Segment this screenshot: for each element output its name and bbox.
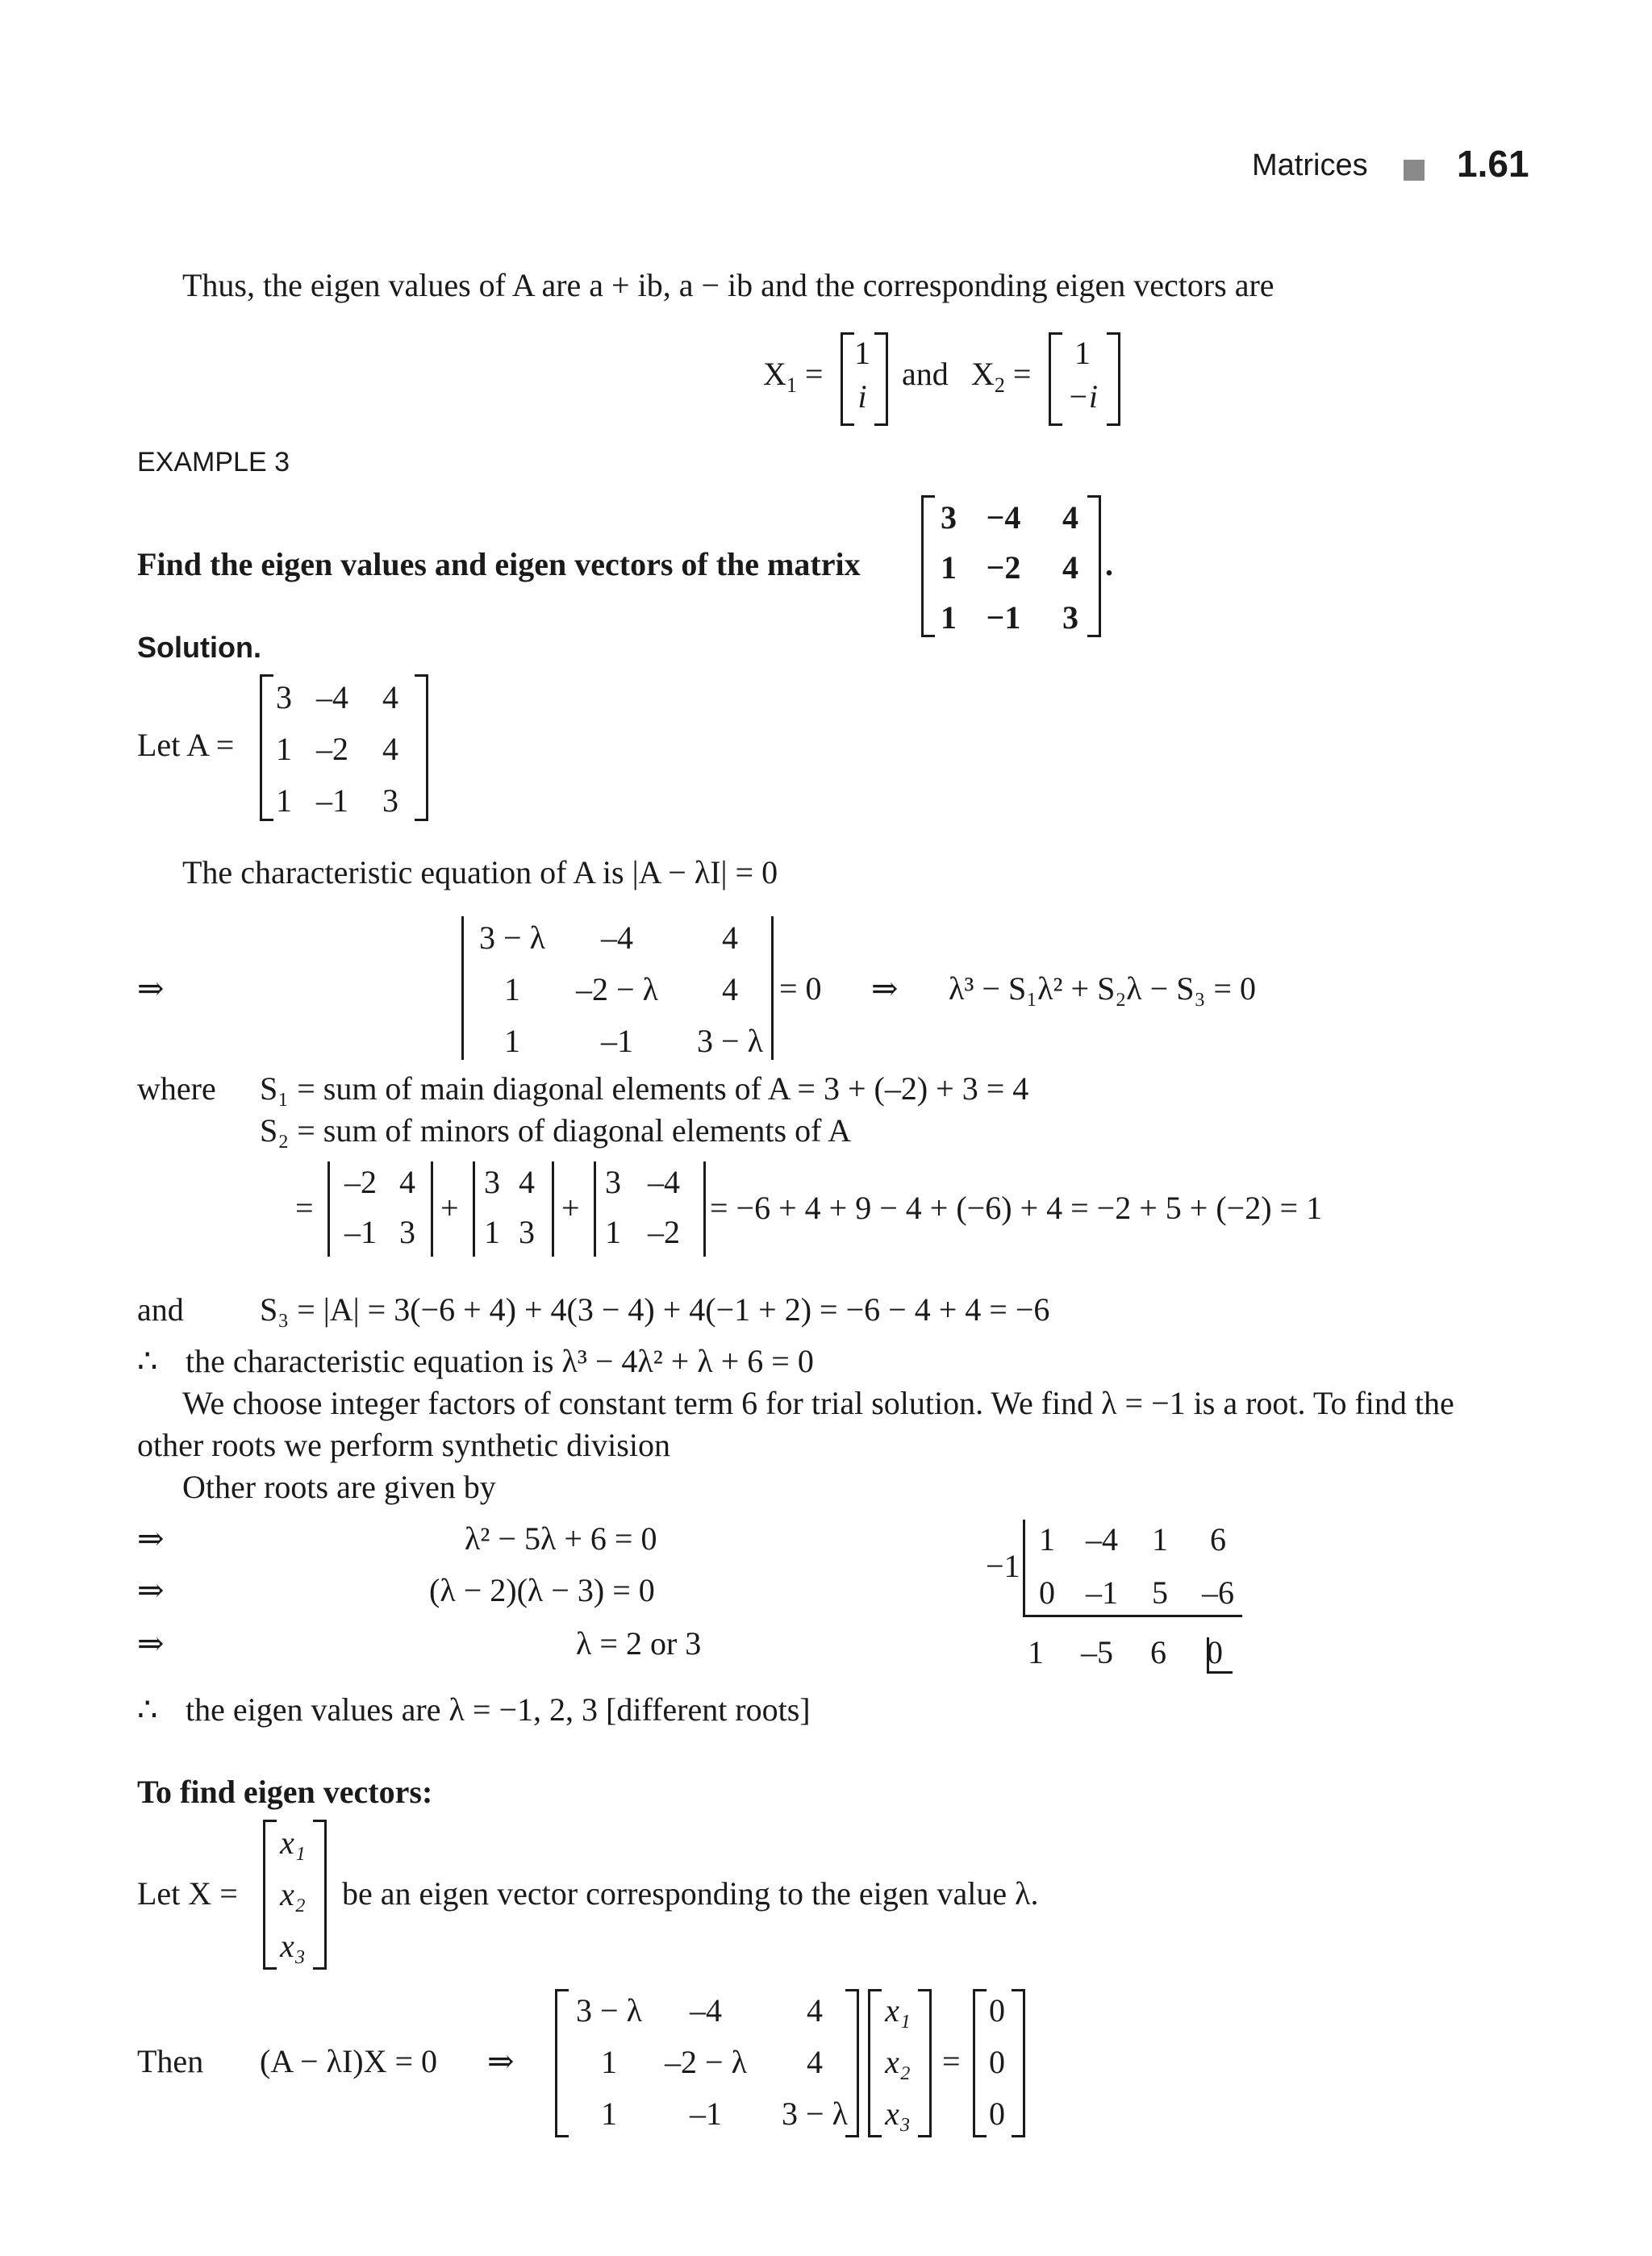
therefore-1: ∴ (137, 1343, 158, 1379)
remainder-bar (1207, 1637, 1209, 1673)
char-eq-intro: The characteristic equation of A is |A − λI| = 0 (182, 854, 778, 890)
period: . (1105, 546, 1113, 582)
minor3-matrix: 3 –4 1 –2 (605, 1163, 680, 1250)
x2-bracket-right (1107, 332, 1120, 426)
det-bar-right (771, 916, 774, 1060)
minor1-bar-left (327, 1161, 330, 1257)
minor1-bar-right (431, 1161, 433, 1257)
minor1-matrix: –2 4 –1 3 (344, 1163, 415, 1250)
let-x-label: Let X = (137, 1875, 238, 1912)
synthetic-bar (1023, 1520, 1025, 1615)
implies-step2: ⇒ (137, 1572, 165, 1608)
remainder-underline (1207, 1671, 1233, 1674)
minor2-bar-right (552, 1161, 554, 1257)
s3-line: S₃ = |A| = 3(−6 + 4) + 4(3 − 4) + 4(−1 + 2) = −6 − 4 + 4 = −6 (260, 1291, 1050, 1328)
and-word: and (902, 356, 949, 392)
implies-then: ⇒ (487, 2043, 515, 2079)
section-title: Matrices (1252, 148, 1368, 182)
step-2: (λ − 2)(λ − 3) = 0 (429, 1572, 655, 1608)
x-vector-bracket-right (313, 1820, 327, 1970)
and-word-s3: and (137, 1291, 184, 1328)
example-matrix-bracket-right (1087, 495, 1101, 637)
trial-line-2: other roots we perform synthetic division (137, 1427, 670, 1463)
minor2-matrix: 3 4 1 3 (484, 1163, 535, 1250)
matrix-a: 3 –4 4 1 –2 4 1 –1 3 (276, 678, 398, 819)
char-eq-final: the characteristic equation is λ³ − 4λ² + λ + 6 = 0 (186, 1343, 814, 1379)
s1-line: S₁ = sum of main diagonal elements of A = 3 + (–2) + 3 = 4 (260, 1070, 1029, 1107)
example-matrix: 3 −4 4 1 −2 4 1 −1 3 (941, 498, 1078, 636)
minor3-bar-right (703, 1161, 706, 1257)
implies-step3: ⇒ (137, 1625, 165, 1662)
let-a-label: Let A = (137, 727, 235, 763)
synthetic-divisor: −1 (986, 1548, 1020, 1584)
final-x-vector: x₁ x₂ x₃ (885, 1991, 911, 2132)
final-x-bracket-right (918, 1989, 932, 2137)
then-equation: (A − λI)X = 0 (260, 2043, 438, 2079)
solution-label: Solution. (137, 631, 261, 664)
page-number: 1.61 (1457, 143, 1529, 185)
intro-line: Thus, the eigen values of A are a + ib, a − ib and the corresponding eigen vectors are (182, 267, 1274, 303)
plus-1: + (440, 1190, 459, 1226)
det-bar-left (461, 916, 464, 1060)
matrix-a-bracket-right (415, 674, 428, 821)
synthetic-row-1: 1 –4 1 6 (1039, 1520, 1226, 1558)
implies-arrow-2: ⇒ (871, 970, 899, 1007)
implies-step1: ⇒ (137, 1520, 165, 1557)
x1-vector: 1 i (854, 334, 870, 415)
find-vectors-heading: To find eigen vectors: (137, 1774, 433, 1810)
x2-vector: 1 −i (1066, 334, 1099, 415)
square-bullet-icon (1404, 160, 1425, 181)
minors-result: = −6 + 4 + 9 − 4 + (−6) + 4 = −2 + 5 + (−2) = 1 (710, 1190, 1323, 1226)
det-matrix: 3 − λ –4 4 1 –2 − λ 4 1 –1 3 − λ (479, 919, 763, 1059)
trial-line-1: We choose integer factors of constant term 6 for trial solution. We find λ = −1 is a root. To find the (182, 1385, 1454, 1421)
x-vector: x₁ x₂ x₃ (280, 1824, 306, 1964)
example-statement: Find the eigen values and eigen vectors of the matrix (137, 546, 861, 582)
plus-2: + (561, 1190, 580, 1226)
example-label: EXAMPLE 3 (137, 447, 290, 477)
then-word: Then (137, 2043, 204, 2079)
eigen-values-line: the eigen values are λ = −1, 2, 3 [different roots] (186, 1691, 811, 1728)
therefore-2: ∴ (137, 1691, 158, 1728)
running-header (1252, 148, 1368, 183)
x2-label: $X_2$ = (971, 356, 1032, 397)
det-equals-zero: = 0 (779, 970, 822, 1007)
implies-arrow-1: ⇒ (137, 970, 165, 1007)
final-equals: = (942, 2043, 961, 2079)
synthetic-row-3: 1 –5 6 0 (1028, 1633, 1223, 1670)
synthetic-line (1023, 1615, 1242, 1617)
where-word: where (137, 1070, 216, 1107)
minors-equals: = (295, 1190, 314, 1226)
synthetic-row-2: 0 –1 5 –6 (1039, 1574, 1234, 1611)
zero-vector-bracket-right (1012, 1989, 1025, 2137)
final-matrix: 3 − λ –4 4 1 –2 − λ 4 1 –1 3 − λ (576, 1991, 848, 2132)
step-1: λ² − 5λ + 6 = 0 (465, 1520, 657, 1557)
final-matrix-bracket-right (845, 1989, 859, 2137)
zero-vector: 0 0 0 (989, 1991, 1005, 2132)
x1-bracket-right (874, 332, 888, 426)
cubic-general: λ³ − S₁λ² + S₂λ − S₃ = 0 (949, 970, 1256, 1007)
s2-line: S₂ = sum of minors of diagonal elements of A (260, 1112, 852, 1149)
other-roots: Other roots are given by (182, 1469, 496, 1505)
minor2-bar-left (473, 1161, 475, 1257)
step-3: λ = 2 or 3 (576, 1625, 702, 1662)
x-description: be an eigen vector corresponding to the eigen value λ. (342, 1875, 1039, 1912)
minor3-bar-left (594, 1161, 596, 1257)
x1-label: $X_1$ = (763, 356, 824, 397)
